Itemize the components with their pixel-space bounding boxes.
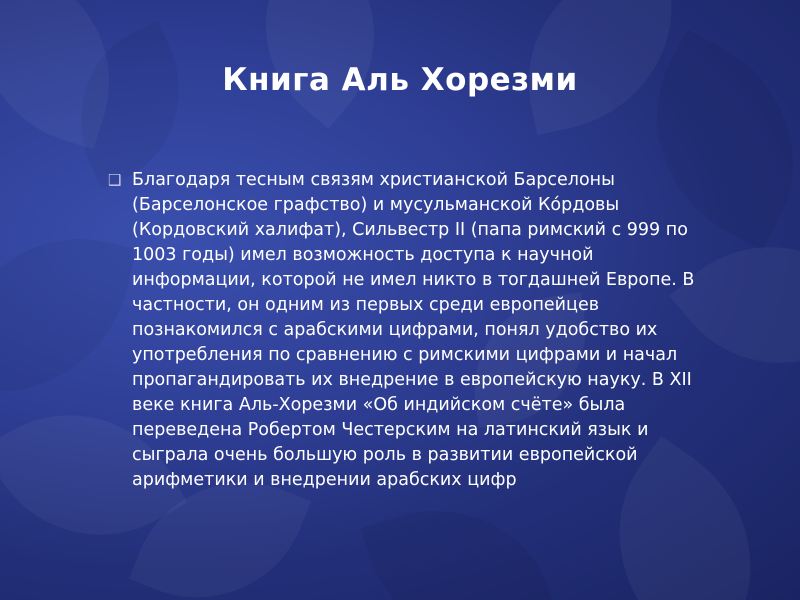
slide-title: Книга Аль Хорезми [222, 62, 578, 98]
slide-body [108, 168, 708, 493]
bullet-marker-icon: ❑ [108, 171, 122, 189]
bullet-item [108, 168, 708, 493]
bullet-text: Благодаря тесным связям христианской Барселоны (Барселонское графство) и мусульманской Ко́рдовы (Кордовский халифат), Сильвестр II (папа римский с 999 по 1003 годы) имел возможность доступа к научной информации, которой не имел никто в тогдашней Европе. В частности, он одним из первых среди европейцев познакомился с арабскими цифрами, понял удобство их употребления по сравнению с римскими цифрами и начал пропагандировать их внедрение в европейскую науку. В XII веке книга Аль-Хорезми «Об индийском счёте» была переведена Робертом Честерским на латинский язык и сыграла очень большую роль в развитии европейской арифметики и внедрении арабских цифр [132, 170, 695, 490]
